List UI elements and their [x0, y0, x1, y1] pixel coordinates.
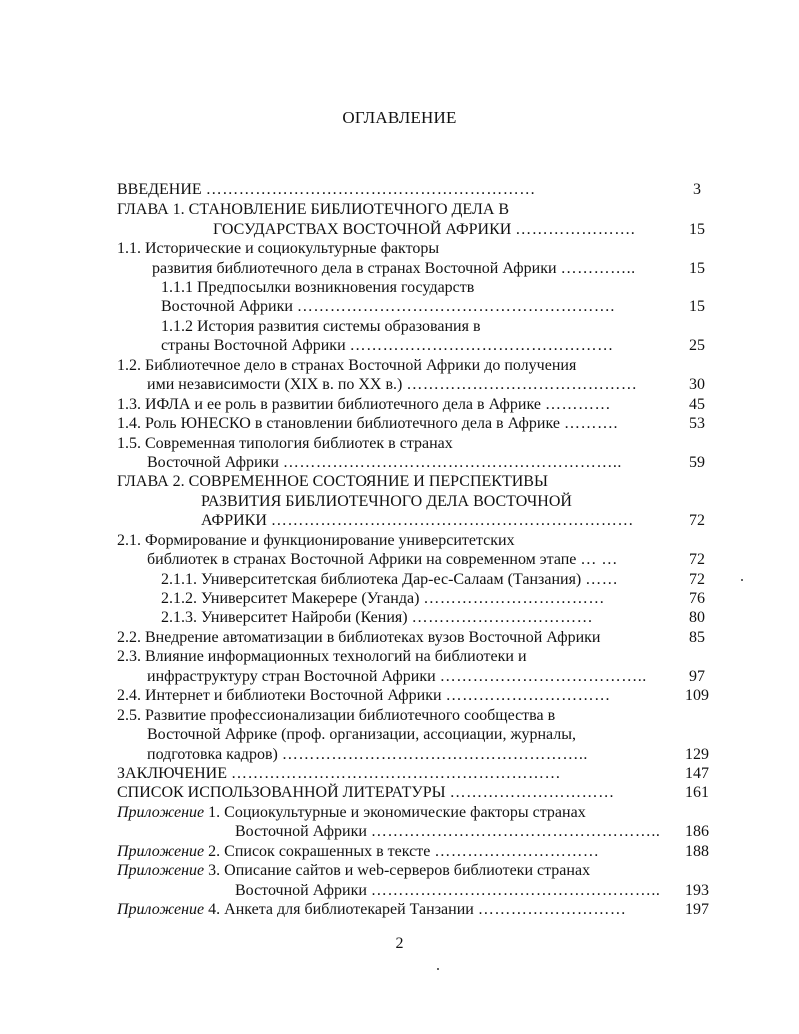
toc-entry-text: 2. Список сокрашенных в тексте	[204, 843, 431, 860]
toc-line	[161, 570, 668, 590]
toc-line	[117, 472, 668, 492]
toc-entry-text: ГЛАВА 1. СТАНОВЛЕНИЕ БИБЛИОТЕЧНОГО ДЕЛА В	[117, 201, 510, 218]
toc-leader-dots: …………………………	[445, 687, 611, 704]
toc-leader-dots: ……………………………………………………	[205, 181, 536, 198]
toc-leader-dots: …………………………	[449, 784, 615, 801]
toc-title: ОГЛАВЛЕНИЕ	[342, 108, 457, 127]
toc-page-number: 15	[689, 298, 705, 315]
toc-entry-text: 2.1.1. Университетская библиотека Дар-ес-Салаам (Танзания)	[161, 571, 582, 588]
toc-line	[235, 822, 668, 842]
toc-line	[117, 803, 668, 823]
toc-entry-text: 2.2. Внедрение автоматизации в библиотеках вузов Восточной Африки	[117, 629, 601, 646]
toc-line	[117, 200, 668, 220]
appendix-prefix: Приложение	[117, 862, 205, 879]
toc-line	[117, 647, 668, 667]
toc-line	[147, 745, 668, 765]
scan-speck	[437, 968, 439, 970]
toc-leader-dots: ………………………………………………….	[296, 298, 615, 315]
toc-entry-text: библиотек в странах Восточной Африки на современном этапе	[147, 551, 577, 568]
toc-page-number: 53	[689, 415, 705, 432]
toc-entry-text: РАЗВИТИЯ БИБЛИОТЕЧНОГО ДЕЛА ВОСТОЧНОЙ	[201, 493, 572, 510]
toc-leader-dots: ………………………………………………..	[281, 746, 588, 763]
toc-entry-text: 2.1.2. Университет Макерере (Уганда)	[161, 590, 420, 607]
toc-entry-text: ВВЕДЕНИЕ	[117, 181, 202, 198]
toc-line	[147, 667, 668, 687]
toc-entry-text: Восточной Африки	[161, 298, 293, 315]
toc-line	[235, 881, 668, 901]
toc-page-number: 85	[689, 629, 705, 646]
toc-line	[147, 375, 668, 395]
toc-line	[147, 453, 668, 473]
toc-entry-text: развития библиотечного дела в странах Восточной Африки	[152, 260, 557, 277]
toc-page-number: 30	[689, 376, 705, 393]
toc-entry-text: 2.4. Интернет и библиотеки Восточной Африки	[117, 687, 442, 704]
toc-line	[201, 511, 668, 531]
toc-entry-text: Восточной Африки	[235, 882, 367, 899]
toc-page-number: 25	[689, 337, 705, 354]
toc-line	[117, 628, 668, 648]
toc-line	[117, 686, 668, 706]
toc-line	[117, 783, 668, 803]
toc-page-number: 72	[689, 551, 705, 568]
toc-page-number: 59	[689, 454, 705, 471]
toc-page-number: 80	[689, 609, 705, 626]
toc-line	[117, 434, 668, 454]
toc-line	[117, 356, 668, 376]
appendix-prefix: Приложение	[117, 901, 205, 918]
toc-entry-text: 2.5. Развитие профессионализации библиотечного сообщества в	[117, 707, 556, 724]
toc-page-number: 15	[689, 221, 705, 238]
toc-entry-text: АФРИКИ	[201, 512, 267, 529]
toc-page-number: 15	[689, 260, 705, 277]
toc-leader-dots: …………………………………………	[349, 337, 614, 354]
toc-leader-dots: …………………………	[434, 843, 600, 860]
toc-page-number: 109	[685, 687, 709, 704]
toc-line	[161, 608, 668, 628]
toc-line	[117, 239, 668, 259]
toc-leader-dots: …………	[544, 396, 611, 413]
toc-line	[161, 278, 668, 298]
toc-leader-dots: ……………………………	[411, 609, 594, 626]
toc-page-number: 76	[689, 590, 705, 607]
toc-line	[147, 550, 668, 570]
toc-line	[117, 180, 668, 200]
toc-entry-text: инфраструктуру стран Восточной Африки	[147, 668, 436, 685]
toc-entry-text: Восточной Африки	[147, 454, 279, 471]
toc-entry-text: страны Восточной Африки	[161, 337, 346, 354]
toc-entry-text: ЗАКЛЮЧЕНИЕ	[117, 765, 227, 782]
toc-entry-text: 1.2. Библиотечное дело в странах Восточной Африки до получения	[117, 357, 577, 374]
toc-page-number: 147	[685, 765, 709, 782]
toc-entry-text: Восточной Африке (проф. организации, ассоциации, журналы,	[147, 726, 577, 743]
toc-leader-dots: ……………………………………………..	[370, 823, 661, 840]
toc-leader-dots: ……………………………………………………	[230, 765, 561, 782]
toc-page-number: 161	[685, 784, 709, 801]
toc-line	[117, 414, 668, 434]
toc-leader-dots: …………………………………………………………	[270, 512, 634, 529]
page-number: 2	[395, 935, 404, 952]
toc-entry-text: 1.4. Роль ЮНЕСКО в становлении библиотечного дела в Африке	[117, 415, 560, 432]
toc-entry-text: 3. Описание сайтов и web-серверов библиотеки странах	[204, 862, 591, 879]
toc-entry-text: 1.1.1 Предпосылки возникновения государств	[161, 279, 475, 296]
appendix-prefix: Приложение	[117, 804, 205, 821]
toc-entry-text: ими независимости (XIX в. по XX в.)	[147, 376, 403, 393]
toc-entry-text: СПИСОК ИСПОЛЬЗОВАННОЙ ЛИТЕРАТУРЫ	[117, 784, 446, 801]
toc-leader-dots: …………..	[560, 260, 636, 277]
toc-leader-dots: ……………………………………	[406, 376, 638, 393]
toc-leader-dots: ……………………………………………………..	[282, 454, 622, 471]
appendix-prefix: Приложение	[117, 843, 205, 860]
toc-entry-text: 2.3. Влияние информационных технологий на библиотеки и	[117, 648, 527, 665]
toc-line	[213, 220, 668, 240]
toc-line	[161, 297, 668, 317]
toc-line	[161, 317, 668, 337]
toc-leader-dots: ……………………………………………..	[370, 882, 661, 899]
toc-page-number: 193	[685, 882, 709, 899]
toc-page-number: 197	[685, 901, 709, 918]
toc-page-number: 188	[685, 843, 709, 860]
toc-line	[117, 395, 668, 415]
toc-line	[161, 589, 668, 609]
toc-leader-dots: ……….	[563, 415, 618, 432]
toc-entry-text: 1.1.2 История развития системы образования в	[161, 318, 481, 335]
toc-line	[161, 336, 668, 356]
toc-page-number: 3	[693, 181, 701, 198]
toc-entry-text: Восточной Африки	[235, 823, 367, 840]
toc-page-number: 45	[689, 396, 705, 413]
toc-page-number: 72	[689, 512, 705, 529]
toc-line	[152, 259, 668, 279]
toc-leader-dots: ………………….	[515, 221, 636, 238]
toc-entry-text: 1.5. Современная типология библиотек в странах	[117, 435, 453, 452]
toc-entry-text: ГОСУДАРСТВАХ ВОСТОЧНОЙ АФРИКИ	[213, 221, 512, 238]
toc-line	[117, 531, 668, 551]
toc-entry-text: 4. Анкета для библиотекарей Танзании	[204, 901, 474, 918]
scan-speck	[741, 579, 743, 581]
toc-entry-text: 2.1. Формирование и функционирование университетских	[117, 532, 515, 549]
toc-page-number: 72	[689, 571, 705, 588]
toc-leader-dots: ………………………………..	[439, 668, 647, 685]
toc-line	[117, 706, 668, 726]
toc-line	[117, 764, 668, 784]
toc-entry-text: ГЛАВА 2. СОВРЕМЕННОЕ СОСТОЯНИЕ И ПЕРСПЕКТИВЫ	[117, 473, 548, 490]
toc-page-number: 186	[685, 823, 709, 840]
toc-line	[117, 842, 668, 862]
toc-leader-dots: … …	[580, 551, 618, 568]
toc-entry-text: 1.1. Исторические и социокультурные факторы	[117, 240, 440, 257]
toc-leader-dots: ……	[585, 571, 619, 588]
toc-line	[201, 492, 668, 512]
toc-entry-text: 1. Социокультурные и экономические факторы странах	[204, 804, 586, 821]
toc-line	[117, 900, 668, 920]
toc-page-number: 97	[689, 668, 705, 685]
toc-page-number: 129	[685, 746, 709, 763]
toc-entry-text: 2.1.3. Университет Найроби (Кения)	[161, 609, 408, 626]
toc-leader-dots: ……………………………	[423, 590, 605, 607]
toc-line	[117, 861, 668, 881]
toc-entry-text: 1.3. ИФЛА и ее роль в развитии библиотечного дела в Африке	[117, 396, 541, 413]
toc-line	[147, 725, 668, 745]
toc-leader-dots: ………………………	[477, 901, 627, 918]
toc-entry-text: подготовка кадров)	[147, 746, 278, 763]
